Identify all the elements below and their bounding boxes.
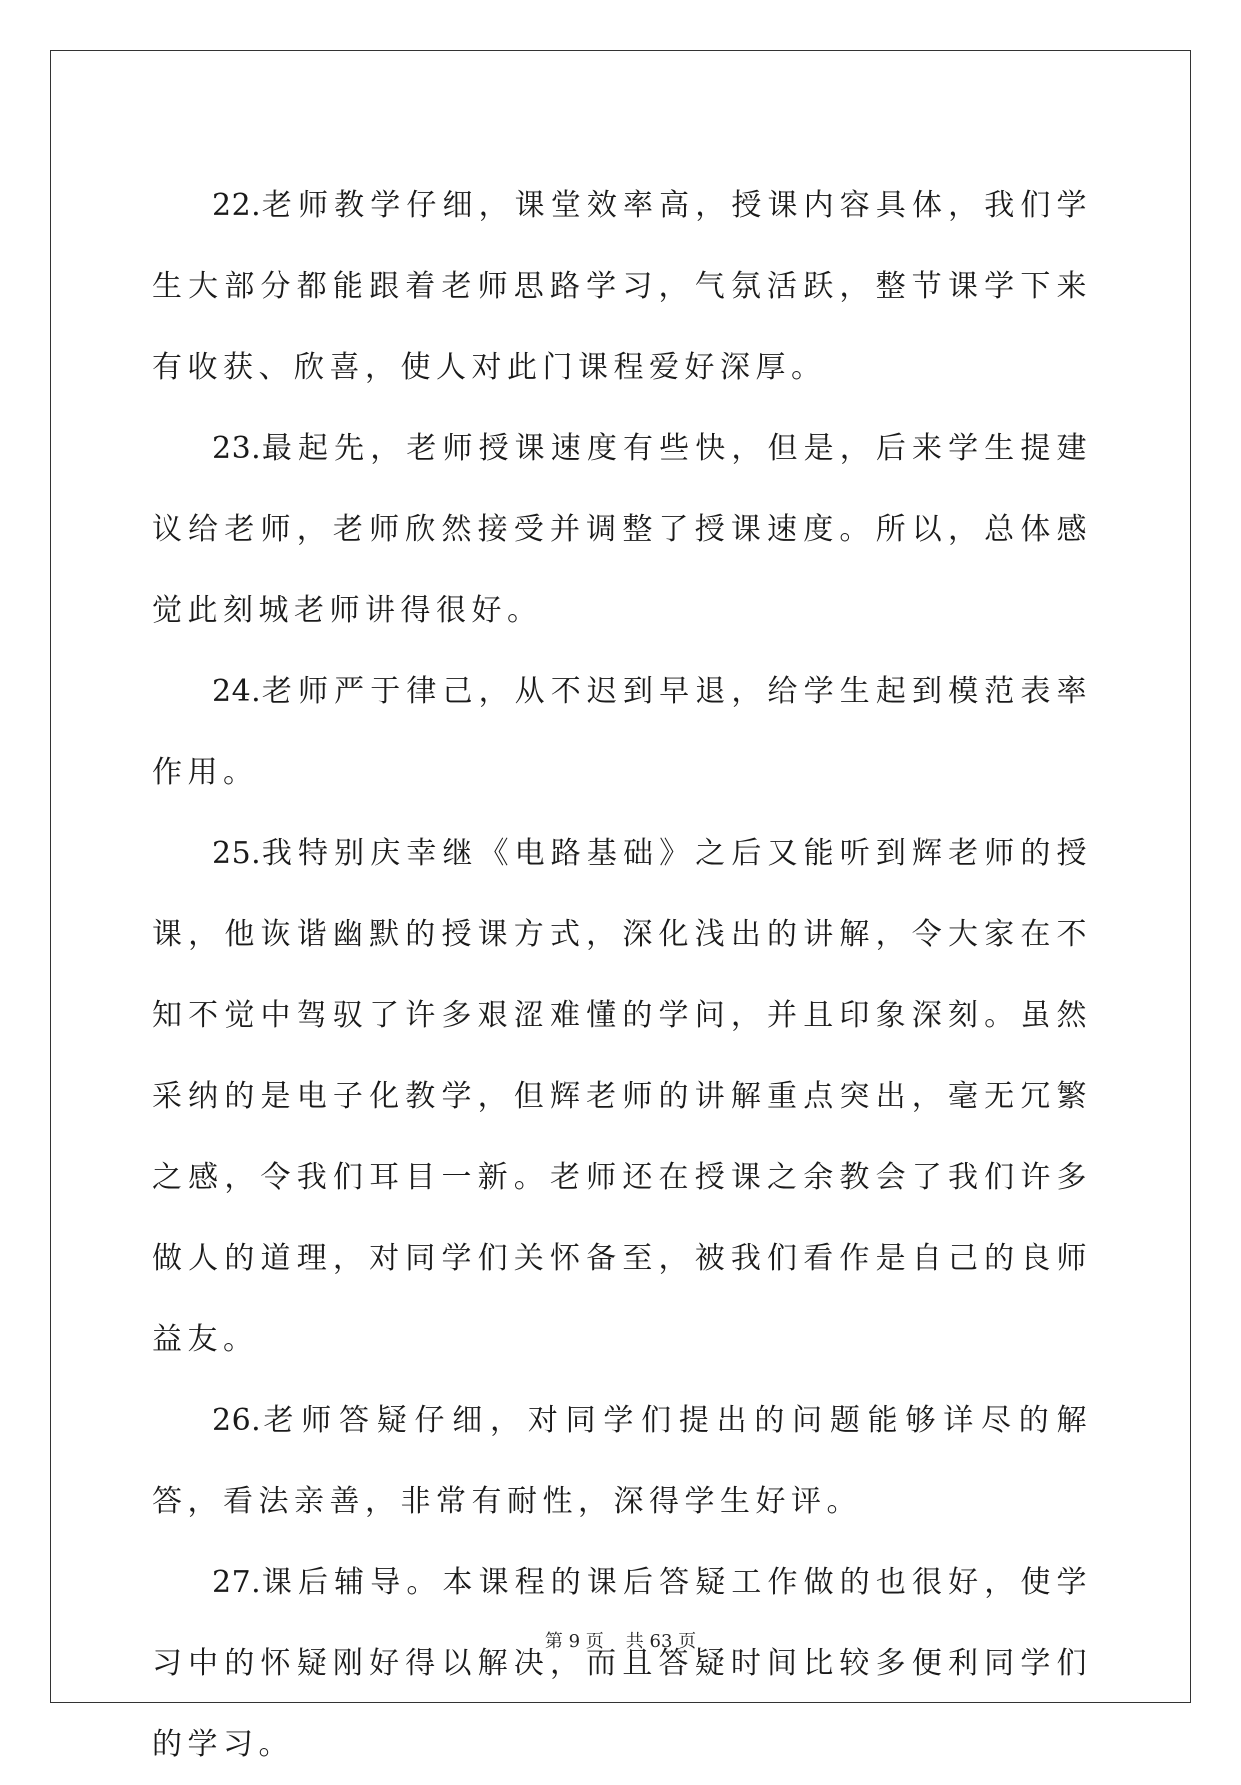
paragraph-number: 24. xyxy=(212,674,262,709)
paragraph-number: 22. xyxy=(212,188,262,223)
paragraph-number: 25. xyxy=(212,836,262,871)
paragraph-text: 课后辅导。本课程的课后答疑工作做的也很好，使学习中的怀疑刚好得以解决，而且答疑时间比较多便利同学们的学习。 xyxy=(152,1565,1092,1762)
document-body xyxy=(152,165,1092,1785)
paragraph-number: 27. xyxy=(212,1565,262,1600)
paragraph-25 xyxy=(152,813,1092,1380)
paragraph-number: 26. xyxy=(212,1403,262,1438)
paragraph-text: 老师严于律己，从不迟到早退，给学生起到模范表率作用。 xyxy=(152,674,1092,790)
paragraph-27 xyxy=(152,1542,1092,1785)
paragraph-22 xyxy=(152,165,1092,408)
paragraph-text: 我特别庆幸继《电路基础》之后又能听到辉老师的授课，他诙谐幽默的授课方式，深化浅出的讲解，令大家在不知不觉中驾驭了许多艰涩难懂的学问，并且印象深刻。虽然采纳的是电子化教学，但辉老师的讲解重点突出，毫无冗繁之感，令我们耳目一新。老师还在授课之余教会了我们许多做人的道理，对同学们关怀备至，被我们看作是自己的良师益友。 xyxy=(152,836,1092,1357)
page-number: 第 9 页 xyxy=(544,1631,604,1652)
paragraph-text: 老师教学仔细，课堂效率高，授课内容具体，我们学生大部分都能跟着老师思路学习，气氛活跃，整节课学下来有收获、欣喜，使人对此门课程爱好深厚。 xyxy=(152,188,1092,385)
paragraph-text: 最起先，老师授课速度有些快，但是，后来学生提建议给老师，老师欣然接受并调整了授课速度。所以，总体感觉此刻城老师讲得很好。 xyxy=(152,431,1092,628)
paragraph-26 xyxy=(152,1380,1092,1542)
paragraph-number: 23. xyxy=(212,431,262,466)
page-footer xyxy=(0,1627,1241,1653)
paragraph-24 xyxy=(152,651,1092,813)
paragraph-text: 老师答疑仔细，对同学们提出的问题能够详尽的解答，看法亲善，非常有耐性，深得学生好评。 xyxy=(152,1403,1092,1519)
page-total: 共 63 页 xyxy=(625,1631,697,1652)
paragraph-23 xyxy=(152,408,1092,651)
